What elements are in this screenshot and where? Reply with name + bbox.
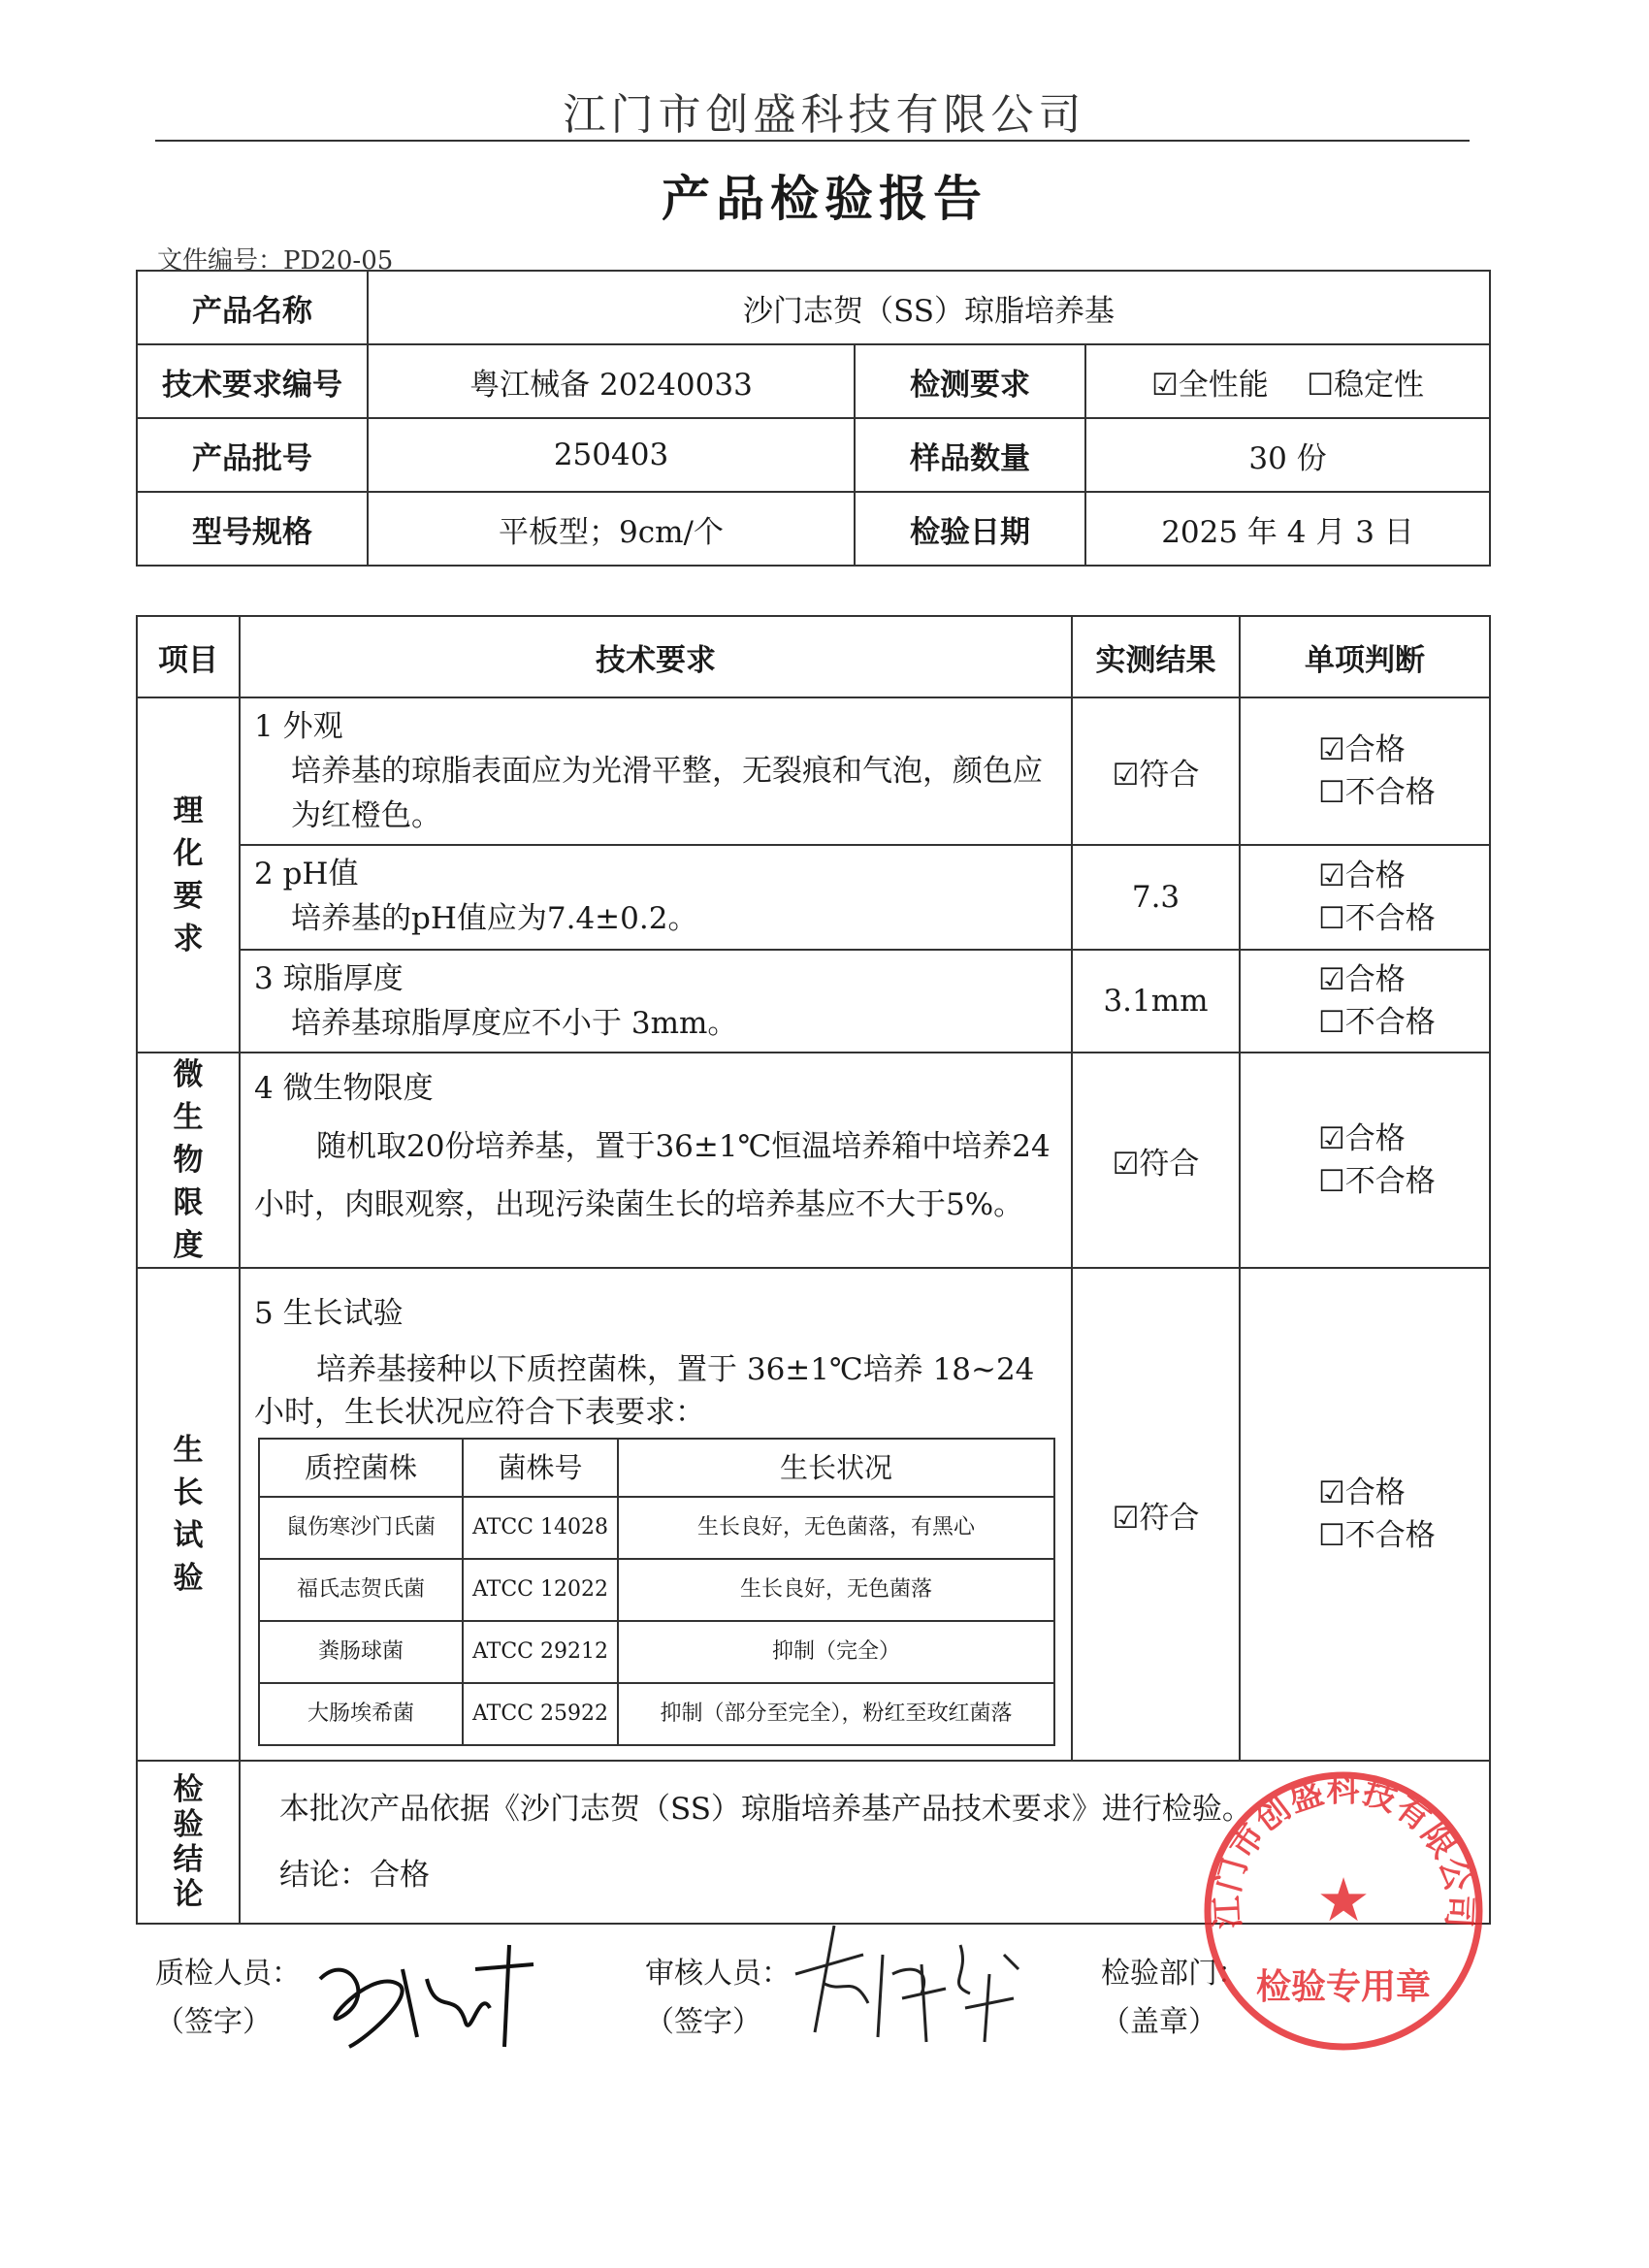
- table-row: [259, 1559, 1054, 1621]
- strain-name: 大肠埃希菌: [259, 1683, 463, 1745]
- result-appearance: ☑符合: [1072, 697, 1240, 845]
- category-physicochemical: 理 化 要 求: [137, 697, 240, 1053]
- table-row: [259, 1683, 1054, 1745]
- svg-text:★: ★: [1316, 1864, 1371, 1935]
- svg-text:江门市创盛科技有限公司: 江门市创盛科技有限公司: [1208, 1770, 1479, 1930]
- header-rule: [155, 140, 1470, 142]
- pass-checkbox: ☑合格: [1318, 732, 1406, 767]
- dept-seal-note: （盖章）: [1101, 2005, 1217, 2039]
- req-growth-title: 5 生长试验: [254, 1296, 404, 1331]
- req-appearance: [240, 697, 1072, 845]
- judgement-microbial: [1240, 1053, 1490, 1268]
- strain-growth: 抑制（部分至完全），粉红至玫红菌落: [618, 1683, 1054, 1745]
- req-thickness-text: 培养基琼脂厚度应不小于 3mm。: [291, 1006, 738, 1041]
- reviewer-sign-note: （签字）: [645, 2005, 761, 2039]
- table-row: [259, 1497, 1054, 1559]
- pass-checkbox: ☑合格: [1318, 1475, 1406, 1510]
- req-thickness-title: 3 琼脂厚度: [254, 961, 404, 996]
- judgement-ph: [1240, 845, 1490, 950]
- header-requirement: 技术要求: [240, 616, 1072, 697]
- tech-no-label: 技术要求编号: [137, 344, 368, 418]
- req-ph: [240, 845, 1072, 950]
- result-thickness: 3.1mm: [1072, 950, 1240, 1053]
- report-title: 产品检验报告: [662, 171, 987, 227]
- result-growth: ☑符合: [1072, 1268, 1240, 1761]
- strain-growth: 抑制（完全）: [618, 1621, 1054, 1683]
- strain-id: ATCC 25922: [463, 1683, 618, 1745]
- reviewer-label: 审核人员：: [645, 1957, 791, 1991]
- date-label: 检验日期: [855, 492, 1085, 566]
- inspection-seal-stamp: [1198, 1766, 1489, 2057]
- strain-header-growth: 生长状况: [618, 1439, 1054, 1497]
- req-thickness: [240, 950, 1072, 1053]
- strain-name: 鼠伤寒沙门氏菌: [259, 1497, 463, 1559]
- conclusion-result: 结论：合格: [279, 1858, 430, 1893]
- req-growth: [240, 1268, 1072, 1761]
- result-ph: 7.3: [1072, 845, 1240, 950]
- strain-id: ATCC 14028: [463, 1497, 618, 1559]
- dept-label: 检验部门：: [1101, 1957, 1246, 1991]
- strain-table: [258, 1438, 1055, 1746]
- conclusion-text: 本批次产品依据《沙门志贺（SS）琼脂培养基产品技术要求》进行检验。: [279, 1792, 1252, 1827]
- svg-text:检验专用章: 检验专用章: [1255, 1967, 1432, 2007]
- strain-growth: 生长良好，无色菌落: [618, 1559, 1054, 1621]
- product-name-value: 沙门志贺（SS）琼脂培养基: [368, 271, 1490, 344]
- result-microbial: ☑符合: [1072, 1053, 1240, 1268]
- strain-growth: 生长良好，无色菌落，有黑心: [618, 1497, 1054, 1559]
- qty-value: 30 份: [1085, 418, 1490, 492]
- info-table: [136, 270, 1491, 567]
- judgement-thickness: [1240, 950, 1490, 1053]
- qty-label: 样品数量: [855, 418, 1085, 492]
- req-microbial: [240, 1053, 1072, 1268]
- strain-id: ATCC 29212: [463, 1621, 618, 1683]
- fail-checkbox: ☐不合格: [1318, 775, 1436, 810]
- batch-value: 250403: [368, 418, 855, 492]
- fail-checkbox: ☐不合格: [1318, 901, 1436, 936]
- req-appearance-text: 培养基的琼脂表面应为光滑平整，无裂痕和气泡，颜色应为红橙色。: [291, 754, 1043, 833]
- pass-checkbox: ☑合格: [1318, 1121, 1406, 1156]
- fail-checkbox: ☐不合格: [1318, 1005, 1436, 1040]
- req-growth-text: 培养基接种以下质控菌株，置于 36±1℃培养 18~24 小时，生长状况应符合下表要求：: [254, 1352, 1035, 1430]
- pass-checkbox: ☑合格: [1318, 962, 1406, 997]
- strain-header-name: 质控菌株: [259, 1439, 463, 1497]
- batch-label: 产品批号: [137, 418, 368, 492]
- reviewer-block: [645, 1950, 791, 2047]
- strain-header-id: 菌株号: [463, 1439, 618, 1497]
- company-name: 江门市创盛科技有限公司: [563, 90, 1086, 140]
- req-microbial-text: 随机取20份培养基，置于36±1℃恒温培养箱中培养24小时，肉眼观察，出现污染菌生长的培养基应不大于5%。: [254, 1129, 1051, 1222]
- stability-checkbox: ☐稳定性: [1307, 367, 1424, 403]
- category-growth-test: 生 长 试 验: [137, 1268, 240, 1761]
- document-number: 文件编号：PD20-05: [157, 246, 394, 275]
- req-microbial-title: 4 微生物限度: [254, 1071, 434, 1106]
- category-microbial-limit: 微 生 物 限 度: [137, 1053, 240, 1268]
- fail-checkbox: ☐不合格: [1318, 1518, 1436, 1553]
- table-row: [259, 1621, 1054, 1683]
- strain-name: 福氏志贺氏菌: [259, 1559, 463, 1621]
- fail-checkbox: ☐不合格: [1318, 1164, 1436, 1199]
- reviewer-signature: [776, 1916, 1028, 2052]
- inspector-sign-note: （签字）: [155, 2005, 272, 2039]
- test-req-value: [1085, 344, 1490, 418]
- inspection-table: [136, 615, 1491, 1925]
- tech-no-value: 粤江械备 20240033: [368, 344, 855, 418]
- header-result: 实测结果: [1072, 616, 1240, 697]
- inspector-signature: [310, 1930, 543, 2057]
- header-judgement: 单项判断: [1240, 616, 1490, 697]
- model-label: 型号规格: [137, 492, 368, 566]
- model-value: 平板型；9cm/个: [368, 492, 855, 566]
- judgement-appearance: [1240, 697, 1490, 845]
- full-performance-checkbox: ☑全性能: [1150, 367, 1269, 403]
- strain-id: ATCC 12022: [463, 1559, 618, 1621]
- inspector-block: [155, 1950, 301, 2047]
- req-appearance-title: 1 外观: [254, 709, 343, 744]
- test-req-label: 检测要求: [855, 344, 1085, 418]
- pass-checkbox: ☑合格: [1318, 859, 1406, 893]
- judgement-growth: [1240, 1268, 1490, 1761]
- date-value: 2025 年 4 月 3 日: [1085, 492, 1490, 566]
- product-name-label: 产品名称: [137, 271, 368, 344]
- header-item: 项目: [137, 616, 240, 697]
- req-ph-text: 培养基的pH值应为7.4±0.2。: [291, 901, 698, 936]
- req-ph-title: 2 pH值: [254, 857, 359, 891]
- inspector-label: 质检人员：: [155, 1957, 301, 1991]
- category-conclusion: 检 验 结 论: [137, 1761, 240, 1924]
- strain-name: 粪肠球菌: [259, 1621, 463, 1683]
